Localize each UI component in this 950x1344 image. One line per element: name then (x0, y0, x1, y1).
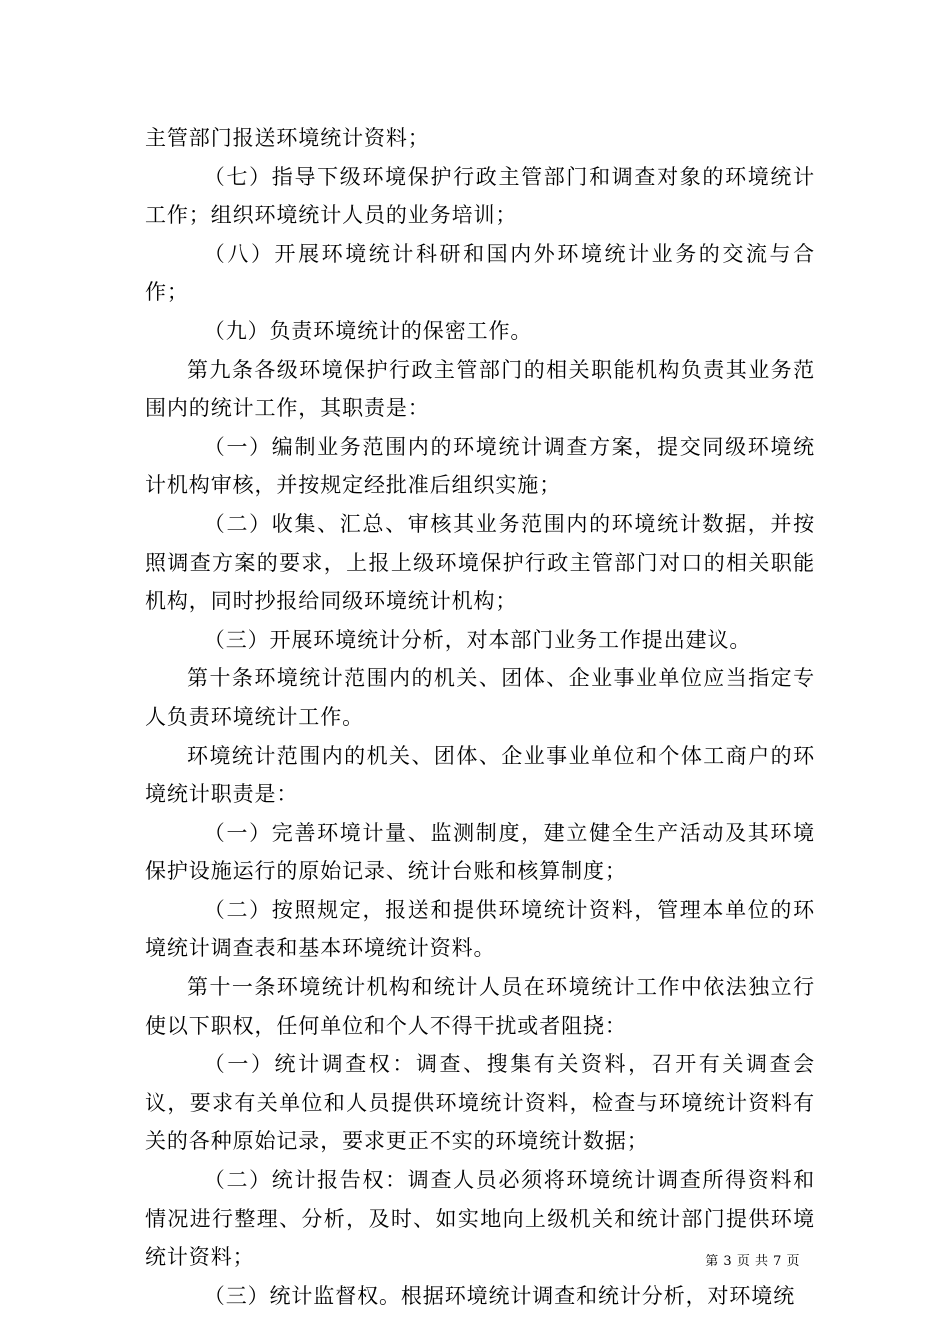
paragraph: 第十条环境统计范围内的机关、团体、企业事业单位应当指定专人负责环境统计工作。 (145, 666, 815, 729)
paragraph: （三）开展环境统计分析，对本部门业务工作提出建议。 (203, 627, 752, 652)
paragraph: 主管部门报送环境统计资料； (145, 126, 430, 150)
paragraph: （八）开展环境统计科研和国内外环境统计业务的交流与合作； (145, 241, 815, 305)
paragraph: （一）统计调查权：调查、搜集有关资料，召开有关调查会议，要求有关单位和人员提供环境统计资料，检查与环境统计资料有关的各种原始记录，要求更正不实的环境统计数据； (145, 1052, 815, 1154)
paragraph: （一）编制业务范围内的环境统计调查方案，提交同级环境统计机构审核，并按规定经批准后组织实施； (145, 434, 815, 498)
paragraph: （三）统计监督权。根据环境统计调查和统计分析，对环境统 (203, 1283, 796, 1308)
paragraph: （二）收集、汇总、审核其业务范围内的环境统计数据，并按照调查方案的要求，上报上级环境保护行政主管部门对口的相关职能机构，同时抄报给同级环境统计机构； (145, 511, 815, 614)
paragraph: 第十一条环境统计机构和统计人员在环境统计工作中依法独立行使以下职权，任何单位和个人不得干扰或者阻挠： (145, 975, 815, 1038)
document-body (145, 119, 815, 1315)
paragraph: （二）按照规定，报送和提供环境统计资料，管理本单位的环境统计调查表和基本环境统计资料。 (145, 897, 815, 961)
paragraph: （一）完善环境计量、监测制度，建立健全生产活动及其环境保护设施运行的原始记录、统计台账和核算制度； (145, 820, 815, 884)
page-number-footer: 第 3 页 共 7 页 (705, 1254, 800, 1269)
paragraph: 第九条各级环境保护行政主管部门的相关职能机构负责其业务范围内的统计工作，其职责是： (145, 357, 815, 421)
paragraph: （二）统计报告权：调查人员必须将环境统计调查所得资料和情况进行整理、分析，及时、如实地向上级机关和统计部门提供环境统计资料； (145, 1168, 815, 1270)
paragraph: （七）指导下级环境保护行政主管部门和调查对象的环境统计工作；组织环境统计人员的业务培训； (145, 164, 815, 228)
paragraph: 环境统计范围内的机关、团体、企业事业单位和个体工商户的环境统计职责是： (145, 743, 815, 807)
paragraph: （九）负责环境统计的保密工作。 (203, 318, 533, 343)
